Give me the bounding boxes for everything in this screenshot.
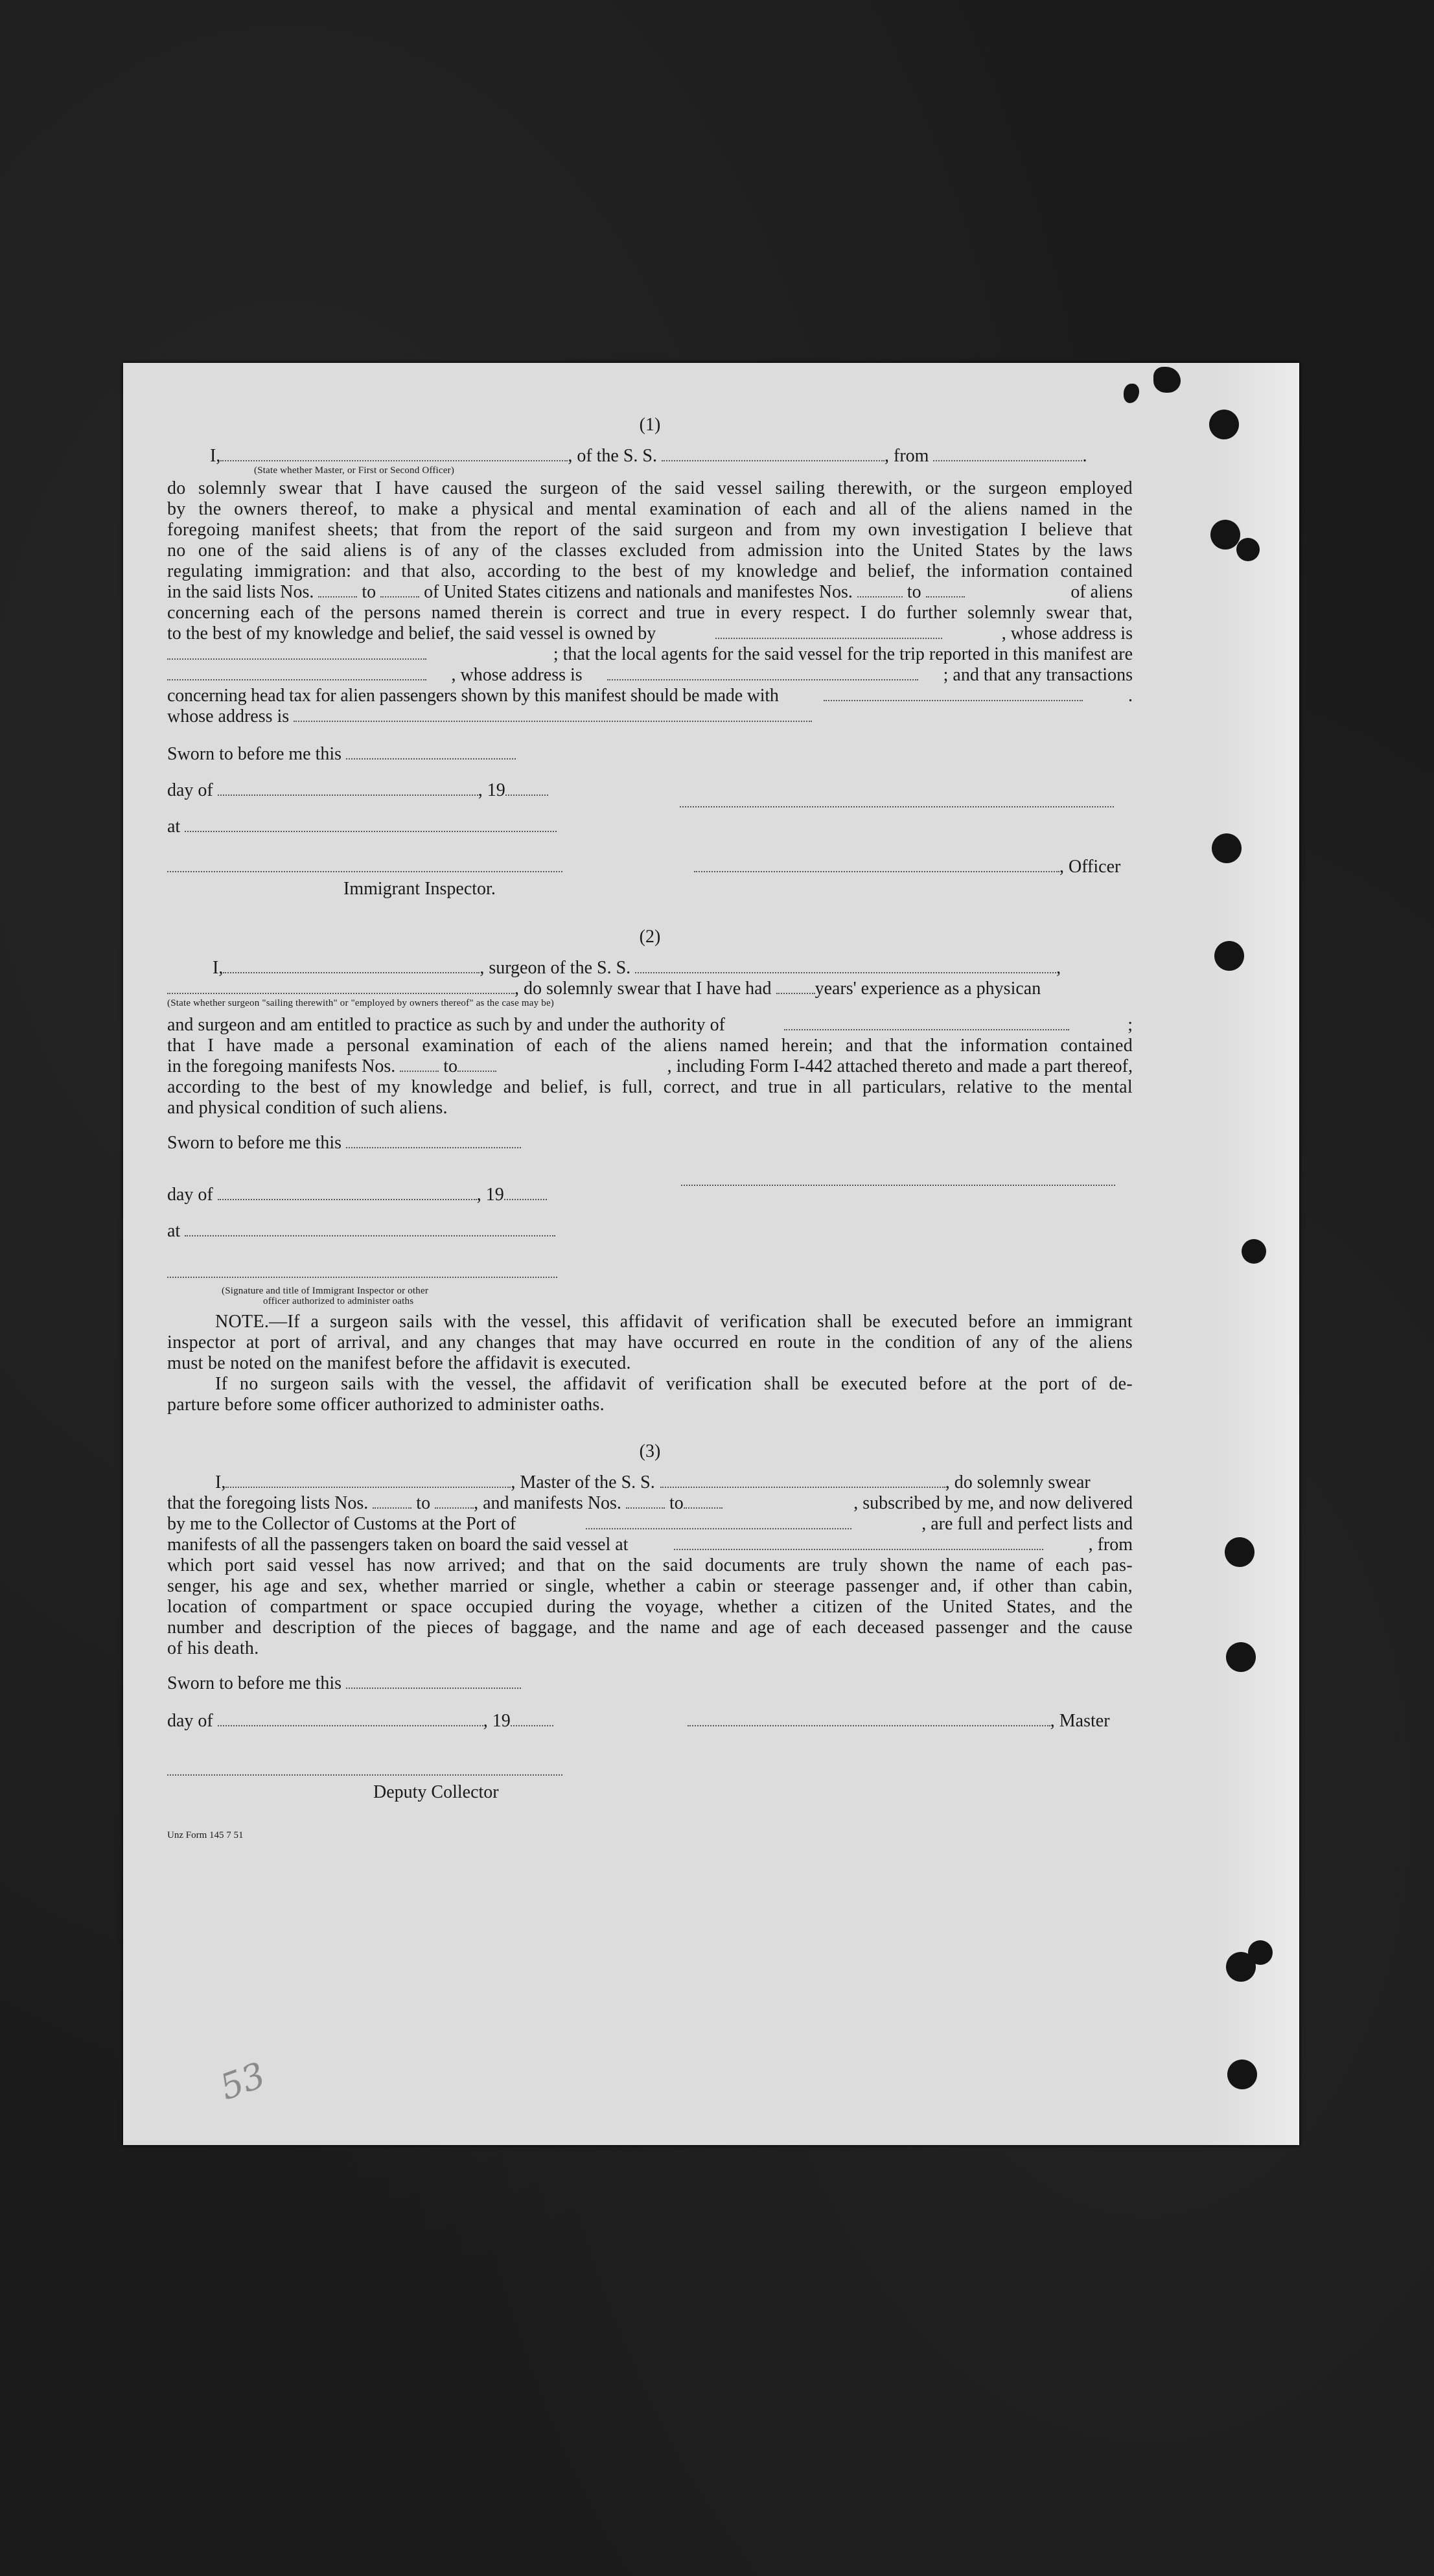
- text: , including Form I-442 attached thereto and made a part thereof,: [667, 1056, 1133, 1076]
- officer-signature-field[interactable]: [694, 857, 1059, 872]
- text: that the foregoing lists Nos.: [167, 1493, 369, 1513]
- text: by me to the Collector of Customs at the Port of: [167, 1514, 516, 1534]
- sec2-nos-line: [167, 1056, 1133, 1077]
- sec2-day-line: [167, 1170, 1133, 1205]
- inspector-signature-field[interactable]: [167, 857, 562, 872]
- master-signature-field[interactable]: [688, 1711, 1050, 1726]
- owner-field[interactable]: [715, 623, 942, 639]
- list-no-from-field[interactable]: [318, 582, 357, 598]
- punch-hole: [1212, 833, 1242, 863]
- vessel-name-field[interactable]: [662, 446, 885, 461]
- text-line: no one of the said aliens is of any of the classes excluded from admission into the United States by the laws: [167, 540, 1133, 561]
- punch-hole: [1236, 538, 1260, 561]
- officer-rank-field[interactable]: [220, 446, 568, 461]
- sec1-day-line: [167, 780, 1133, 801]
- agents-field[interactable]: [167, 665, 426, 680]
- text-line: must be noted on the manifest before the affidavit is executed.: [167, 1353, 631, 1373]
- text-line: foregoing manifest sheets; that from the report of the said surgeon and from my own investigation I believe that: [167, 520, 1133, 540]
- text: , whose address is: [451, 665, 583, 685]
- text: to: [362, 582, 376, 602]
- text: whose address is: [167, 706, 290, 726]
- text-line: by the owners thereof, to make a physical and mental examination of each and all of the aliens named in the: [167, 499, 1133, 519]
- sec2-paragraph: [167, 1036, 1133, 1056]
- text-line: of his death.: [167, 1638, 259, 1658]
- text-line: do solemnly swear that I have caused the surgeon of the said vessel sailing therewith, or the surgeon employed: [167, 478, 1133, 498]
- sec2-paragraph2: [167, 1077, 1133, 1119]
- sec3-line2: [167, 1493, 1133, 1514]
- year-field[interactable]: [505, 780, 548, 796]
- text-line: NOTE.—If a surgeon sails with the vessel, this affidavit of verification shall be executed before an immigrant: [215, 1312, 1133, 1332]
- sec1-at-line: [167, 817, 1133, 837]
- text-line: number and description of the pieces of baggage, and the name and age of each deceased passenger and the cause: [167, 1618, 1133, 1638]
- from-port-field[interactable]: [933, 446, 1082, 461]
- text: Sworn to before me this: [167, 1133, 342, 1153]
- sec1-line1: [167, 446, 1133, 467]
- sworn-date-field[interactable]: [346, 1673, 521, 1689]
- sec2-sig-caption-1: (Signature and title of Immigrant Inspector or other: [222, 1286, 429, 1296]
- punch-hole: [1225, 1537, 1255, 1567]
- sec3-sworn-line: [167, 1673, 1133, 1694]
- sec3-line3: [167, 1514, 1133, 1535]
- text: Sworn to before me this: [167, 744, 342, 764]
- sec2-caption: (State whether surgeon "sailing therewith" or "employed by owners thereof" as the case may be): [167, 998, 555, 1008]
- text: , Master: [1050, 1711, 1110, 1731]
- sec3-day-line: [167, 1711, 1133, 1732]
- form-number: Unz Form 145 7 51: [167, 1830, 244, 1840]
- list-no-to-field[interactable]: [435, 1493, 474, 1509]
- sec2-line1: [167, 958, 1133, 979]
- text: .: [1082, 446, 1087, 466]
- text: in the said lists Nos.: [167, 582, 314, 602]
- text: , 19: [478, 780, 505, 800]
- text: manifests of all the passengers taken on board the said vessel at: [167, 1535, 629, 1555]
- immigrant-inspector-label: Immigrant Inspector.: [343, 879, 496, 899]
- handwritten-page-number: 53: [214, 2054, 271, 2108]
- manifest-no-from-field[interactable]: [626, 1493, 665, 1509]
- punch-hole: [1227, 2060, 1257, 2089]
- sec1-paragraph: [167, 478, 1133, 582]
- text: of aliens: [1070, 582, 1133, 602]
- owner-address-field[interactable]: [167, 644, 426, 660]
- punch-hole: [1209, 410, 1239, 439]
- sec1-address-line: [167, 665, 1133, 686]
- punch-hole: [1248, 1940, 1273, 1965]
- sec1-caption: (State whether Master, or First or Second Officer): [254, 465, 455, 476]
- sworn-date-field[interactable]: [346, 744, 516, 760]
- text: , of the S. S.: [568, 446, 658, 466]
- deputy-collector-label: Deputy Collector: [373, 1782, 499, 1802]
- text-line: concerning each of the persons named therein is correct and true in every respect. I do further solemnly swear that,: [167, 603, 1133, 623]
- text: day of: [167, 780, 213, 800]
- sec1-p2: [167, 603, 1133, 623]
- text: ; and that any transactions: [943, 665, 1133, 685]
- punch-hole: [1210, 520, 1240, 550]
- note-paragraph: [167, 1312, 1133, 1415]
- years-field[interactable]: [776, 979, 815, 994]
- vessel-name-field[interactable]: [635, 958, 1056, 973]
- text: .: [1128, 686, 1133, 706]
- text: at: [167, 817, 181, 837]
- text: , surgeon of the S. S.: [480, 958, 631, 978]
- sec3-paragraph: [167, 1555, 1133, 1659]
- headtax-address-field[interactable]: [294, 706, 812, 722]
- text: I,: [215, 1472, 226, 1492]
- sec3-line4: [167, 1535, 1133, 1555]
- text: , subscribed by me, and now delivered: [853, 1493, 1133, 1513]
- text: in the foregoing manifests Nos.: [167, 1056, 396, 1076]
- manifest-no-to-field[interactable]: [684, 1493, 723, 1509]
- authority-field[interactable]: [784, 1015, 1069, 1030]
- sec2-auth-line: [167, 1015, 1133, 1036]
- punch-hole: [1242, 1239, 1266, 1264]
- text: , whose address is: [1001, 623, 1133, 644]
- text: I,: [210, 446, 221, 466]
- text: , from: [885, 446, 929, 466]
- text: , 19: [483, 1711, 511, 1731]
- embark-port-field[interactable]: [674, 1535, 1043, 1550]
- punch-hole: [1226, 1642, 1256, 1672]
- sec3-sig-line: [167, 1760, 1133, 1781]
- surgeon-signature-area[interactable]: [681, 1170, 1115, 1186]
- at-place-field[interactable]: [185, 817, 557, 832]
- manifest-no-to-field[interactable]: [457, 1056, 496, 1072]
- manifest-no-to-field[interactable]: [926, 582, 965, 598]
- text-line: location of compartment or space occupied during the voyage, whether a citizen of the United States, and the: [167, 1597, 1133, 1617]
- text: I,: [213, 958, 224, 978]
- text: ,: [1056, 958, 1061, 978]
- text: to: [416, 1493, 431, 1513]
- sec1-nos-line: [167, 582, 1133, 603]
- section-1-number: (1): [639, 415, 661, 435]
- day-month-field[interactable]: [218, 780, 478, 796]
- section-3-number: (3): [639, 1441, 661, 1461]
- text: at: [167, 1221, 181, 1241]
- officer-signature-area[interactable]: [680, 792, 1114, 807]
- manifest-no-from-field[interactable]: [857, 582, 903, 598]
- text: day of: [167, 1711, 213, 1731]
- year-field[interactable]: [504, 1185, 547, 1200]
- sec1-agents-line: [167, 644, 1133, 665]
- sec3-line1: [167, 1472, 1133, 1493]
- text: ;: [1128, 1015, 1133, 1035]
- text: , and manifests Nos.: [474, 1493, 621, 1513]
- sworn-date-field[interactable]: [346, 1133, 521, 1148]
- vessel-name-field[interactable]: [660, 1472, 945, 1488]
- agents-address-field[interactable]: [607, 665, 918, 680]
- list-no-from-field[interactable]: [373, 1493, 411, 1509]
- manifest-no-from-field[interactable]: [400, 1056, 439, 1072]
- port-field[interactable]: [586, 1514, 851, 1529]
- text-line: inspector at port of arrival, and any changes that may have occurred en route in the condition of any of the aliens: [167, 1332, 1133, 1352]
- surgeon-status-field[interactable]: [167, 979, 515, 994]
- sec1-headtax-line: [167, 686, 1133, 706]
- affidavit-content: [167, 415, 1133, 1846]
- text: , 19: [476, 1185, 504, 1205]
- headtax-party-field[interactable]: [824, 686, 1083, 701]
- text: to the best of my knowledge and belief, the said vessel is owned by: [167, 623, 656, 644]
- surgeon-name-field[interactable]: [223, 958, 480, 973]
- year-field[interactable]: [511, 1711, 553, 1726]
- text: to: [669, 1493, 684, 1513]
- torn-corner: [1153, 367, 1181, 393]
- text: to: [443, 1056, 458, 1076]
- sec2-sig-caption-2: officer authorized to administer oaths: [263, 1296, 414, 1306]
- text: ; that the local agents for the said vessel for the trip reported in this manifest are: [553, 644, 1133, 664]
- day-month-field[interactable]: [218, 1711, 483, 1726]
- section-2-number: (2): [639, 927, 661, 947]
- collector-signature-field[interactable]: [167, 1760, 562, 1776]
- text-line: that I have made a personal examination of each of the aliens named herein; and that the information contained: [167, 1036, 1133, 1056]
- sec2-sworn-line: [167, 1133, 1133, 1154]
- sec2-at-line: [167, 1221, 1133, 1242]
- text: Sworn to before me this: [167, 1673, 342, 1693]
- text-line: according to the best of my knowledge and belief, is full, correct, and true in all particulars, relative to the mental: [167, 1077, 1133, 1097]
- text: of United States citizens and nationals and manifestes Nos.: [424, 582, 853, 602]
- text: , are full and perfect lists and: [921, 1514, 1133, 1534]
- sec2-line2: [167, 979, 1133, 999]
- text: to: [907, 582, 921, 602]
- text-line: regulating immigration: and that also, according to the best of my knowledge and belief, the information contained: [167, 561, 1133, 581]
- inspector-signature-field[interactable]: [167, 1262, 557, 1278]
- sec2-sig-line: [167, 1262, 1133, 1283]
- day-month-field[interactable]: [218, 1185, 477, 1200]
- punch-hole: [1214, 941, 1244, 971]
- text: concerning head tax for alien passengers shown by this manifest should be made with: [167, 686, 779, 706]
- at-place-field[interactable]: [185, 1221, 555, 1236]
- text-line: parture before some officer authorized to administer oaths.: [167, 1395, 605, 1415]
- text: , Master of the S. S.: [511, 1472, 655, 1492]
- text: , do solemnly swear that I have had: [515, 979, 772, 999]
- text-line: If no surgeon sails with the vessel, the affidavit of verification shall be executed before at the port of de-: [215, 1374, 1133, 1394]
- sec1-sworn-line: [167, 744, 1133, 765]
- text: , from: [1088, 1535, 1133, 1555]
- sec1-owner-line: [167, 623, 1133, 644]
- list-no-to-field[interactable]: [380, 582, 419, 598]
- sec1-whose-line: [167, 706, 1133, 727]
- text-line: which port said vessel has now arrived; and that on the said documents are truly shown the name of each pas-: [167, 1555, 1133, 1575]
- master-name-field[interactable]: [226, 1472, 511, 1488]
- sec1-sig-line: [167, 857, 1133, 877]
- text: years' experience as a physican: [815, 979, 1041, 999]
- text-line: and physical condition of such aliens.: [167, 1098, 448, 1118]
- text: , Officer: [1059, 857, 1121, 877]
- text: day of: [167, 1185, 213, 1205]
- text: , do solemnly swear: [945, 1472, 1091, 1492]
- text: and surgeon and am entitled to practice as such by and under the authority of: [167, 1015, 725, 1035]
- text-line: senger, his age and sex, whether married or single, whether a cabin or steerage passenger and, if other than cabin,: [167, 1576, 1133, 1596]
